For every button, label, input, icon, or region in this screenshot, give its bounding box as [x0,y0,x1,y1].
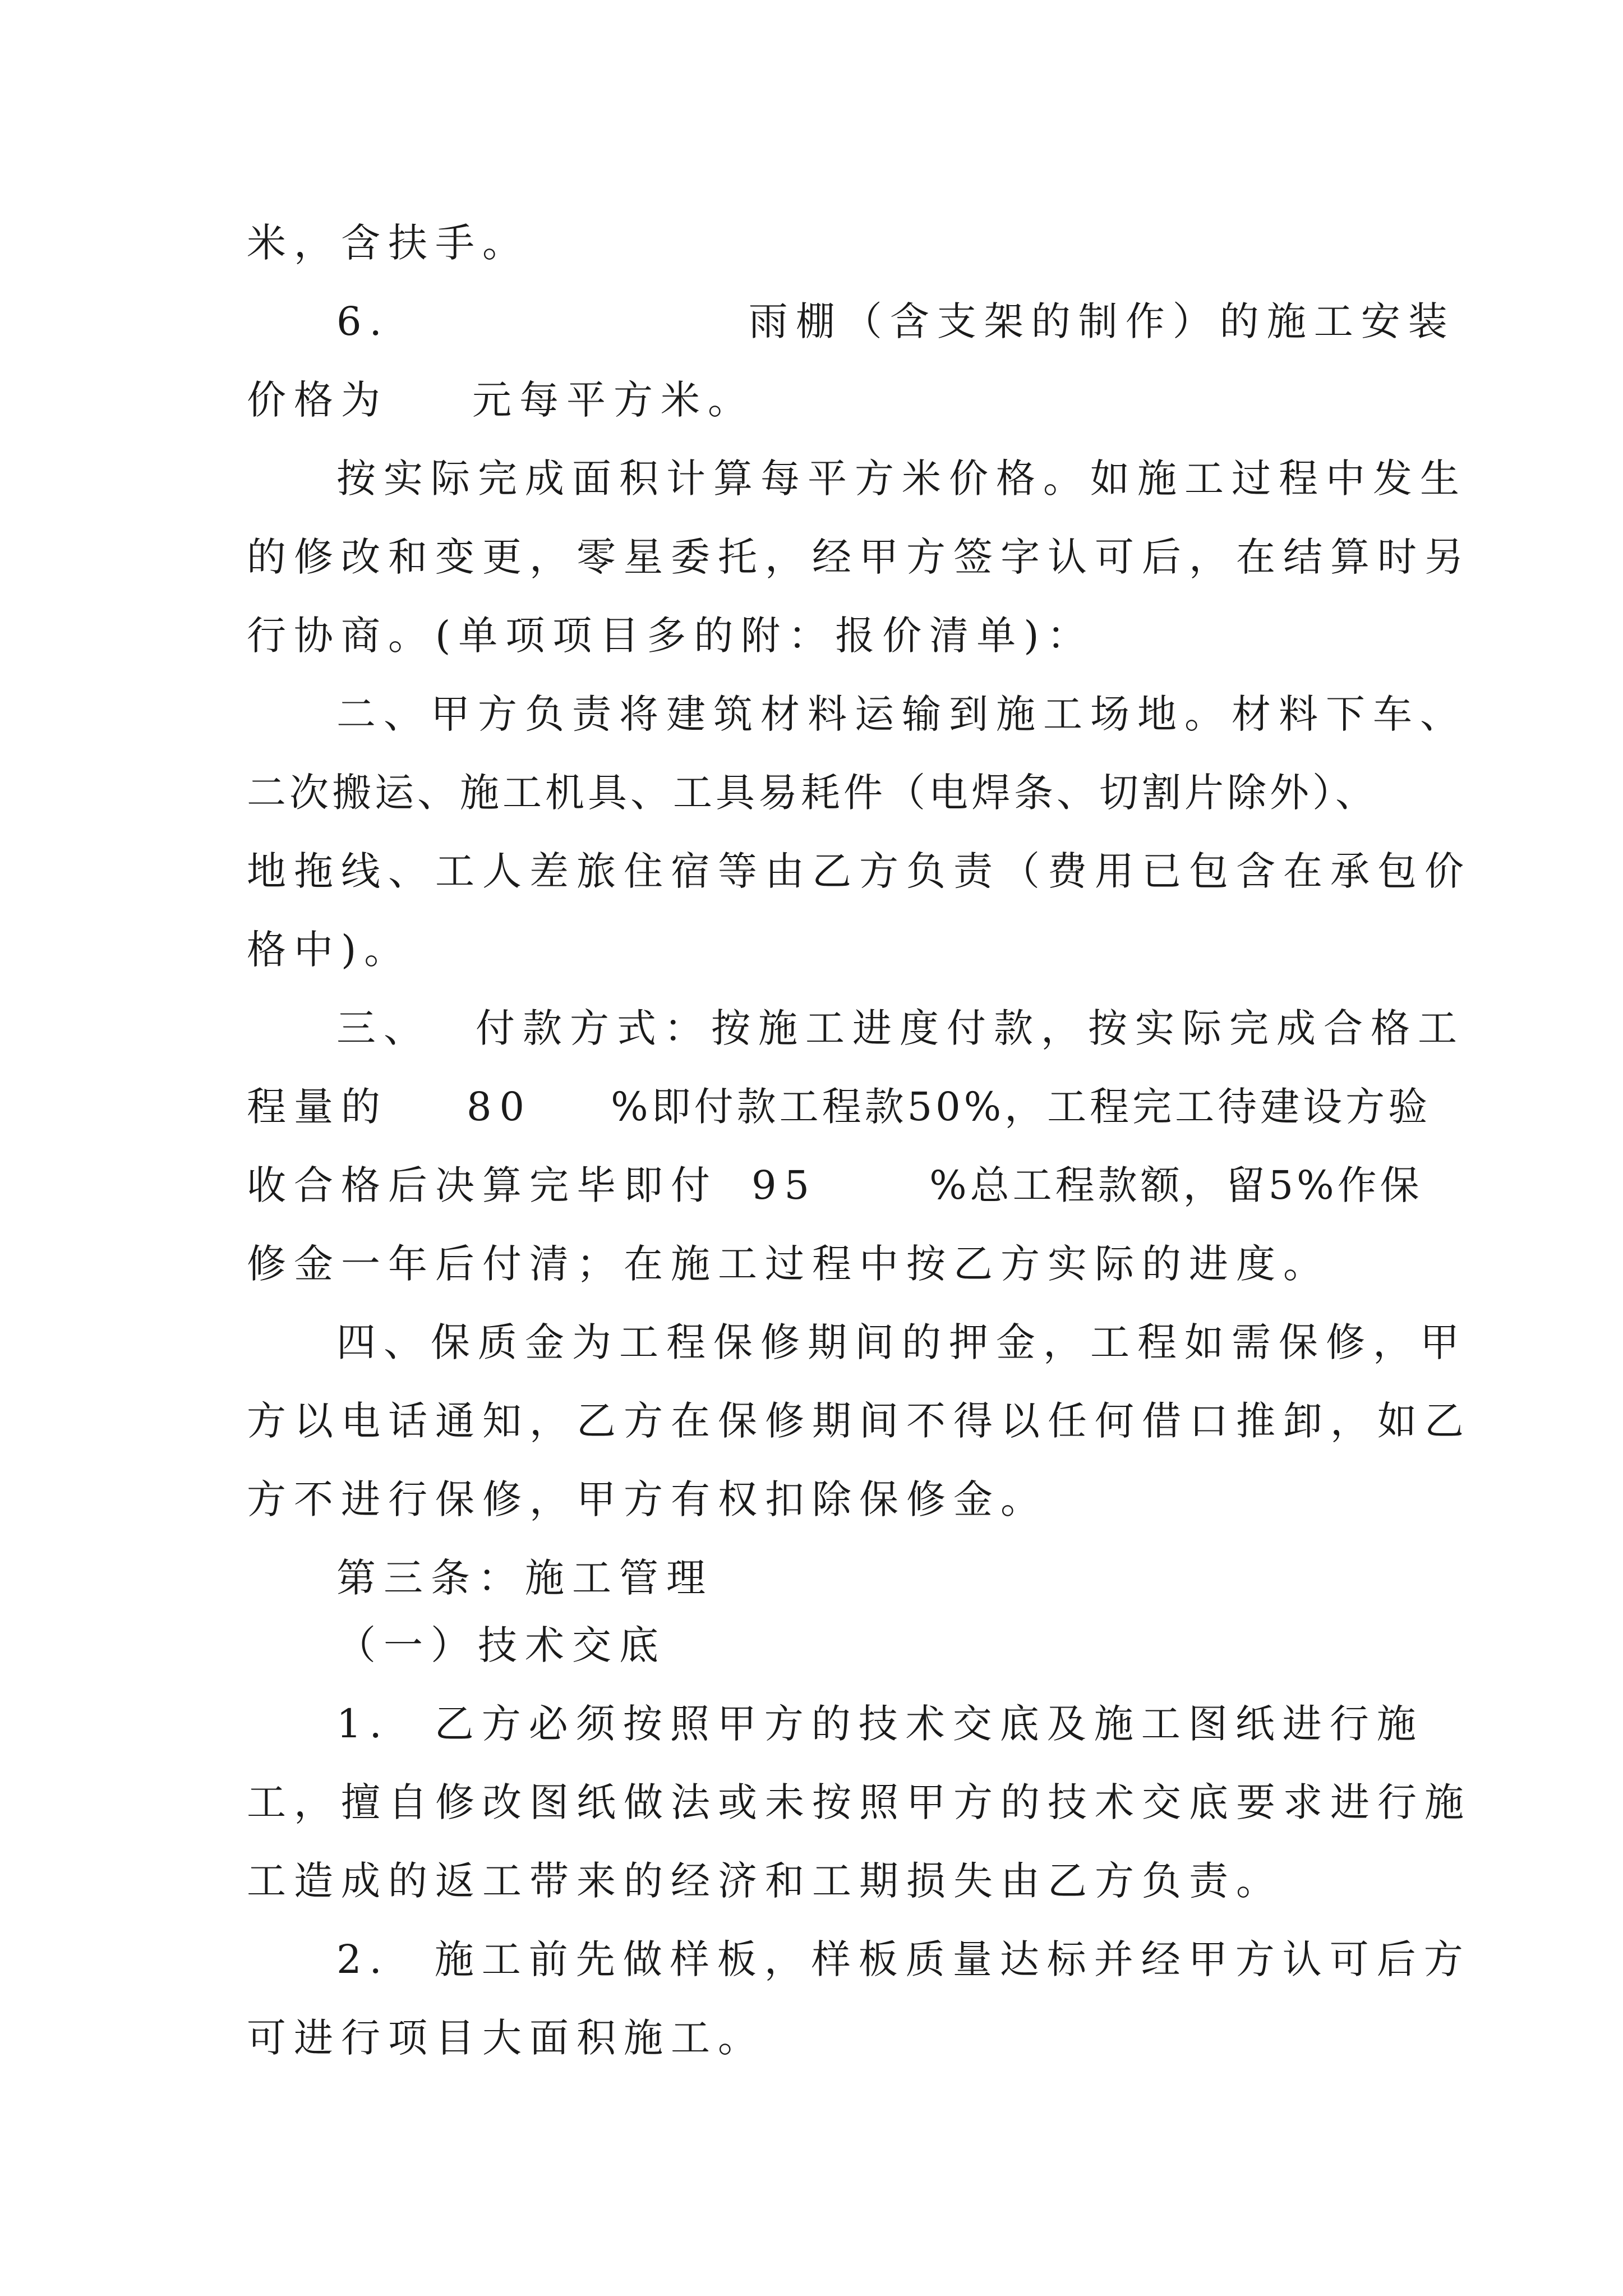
item-number: 2. [336,1936,390,1982]
text-line [336,295,1455,348]
line-text: 的修改和变更，零星委托，经甲方签字认可后，在结算时另 [247,534,1472,580]
percentage-value: 95 [751,1162,818,1208]
line-text: 价格为 [247,377,388,423]
line-text: 工，擅自修改图纸做法或未按照甲方的技术交底要求进行施 [247,1779,1472,1825]
text-line [247,923,1391,977]
text-line [247,766,1391,820]
heading-text: （一）技术交底 [336,1622,666,1668]
line-text: 二、甲方负责将建筑材料运输到施工场地。材料下车、 [336,691,1467,737]
line-text: 施工前先做样板，样板质量达标并经甲方认可后方 [434,1936,1471,1982]
line-text: 方以电话通知，乙方在保修期间不得以任何借口推卸，如乙 [247,1398,1472,1444]
text-line [247,373,1391,427]
item-number: 6. [336,298,390,344]
text-line [247,844,1472,898]
text-line [247,1854,1391,1908]
text-line [247,1158,1423,1212]
text-line [336,1001,1465,1055]
text-line [336,1315,1467,1369]
line-text: 米，含扶手。 [247,220,529,266]
line-text: 程量的 [247,1084,388,1130]
line-text: 乙方必须按照甲方的技术交底及施工图纸进行施 [434,1701,1424,1747]
text-line [247,2011,1391,2065]
subsection-heading [336,1618,1391,1672]
line-text: 雨棚（含支架的制作）的施工安装 [748,298,1455,344]
percentage-value: 80 [467,1084,533,1130]
text-line [247,1394,1472,1448]
text-line [336,687,1467,741]
line-text: 可进行项目大面积施工。 [247,2015,765,2061]
text-line [247,1080,1431,1134]
line-text: 修金一年后付清；在施工过程中按乙方实际的进度。 [247,1241,1330,1287]
text-line [247,1775,1472,1829]
text-line [336,452,1467,505]
section-heading [336,1551,1391,1605]
text-line [336,1932,1471,1986]
line-text: 地拖线、工人差旅住宿等由乙方负责（费用已包含在承包价 [247,848,1472,894]
text-line [247,530,1472,584]
item-number: 1. [336,1701,390,1747]
text-line [247,1237,1391,1291]
line-text: 方不进行保修，甲方有权扣除保修金。 [247,1476,1048,1522]
line-text: 按实际完成面积计算每平方米价格。如施工过程中发生 [336,455,1467,501]
line-text: 付款方式：按施工进度付款，按实际完成合格工 [476,1005,1465,1051]
line-text: 行协商。(单项项目多的附：报价清单)： [247,613,1094,659]
heading-text: 第三条：施工管理 [336,1555,713,1601]
line-text: 收合格后决算完毕即付 [247,1162,718,1208]
text-line [247,609,1391,662]
line-text: 二次搬运、施工机具、工具易耗件（电焊条、切割片除外）、 [247,770,1378,816]
section-number: 三、 [336,1005,431,1051]
text-line [247,216,1391,270]
line-text: %即付款工程款50%，工程完工待建设方验 [611,1084,1431,1130]
text-line [247,1473,1391,1526]
line-text: %总工程款额，留5%作保 [929,1162,1423,1208]
line-text: 元每平方米。 [472,377,755,423]
line-text: 格中)。 [247,927,412,973]
text-line [336,1697,1424,1751]
line-text: 工造成的返工带来的经济和工期损失由乙方负责。 [247,1858,1283,1904]
line-text: 四、保质金为工程保修期间的押金，工程如需保修，甲 [336,1319,1467,1365]
